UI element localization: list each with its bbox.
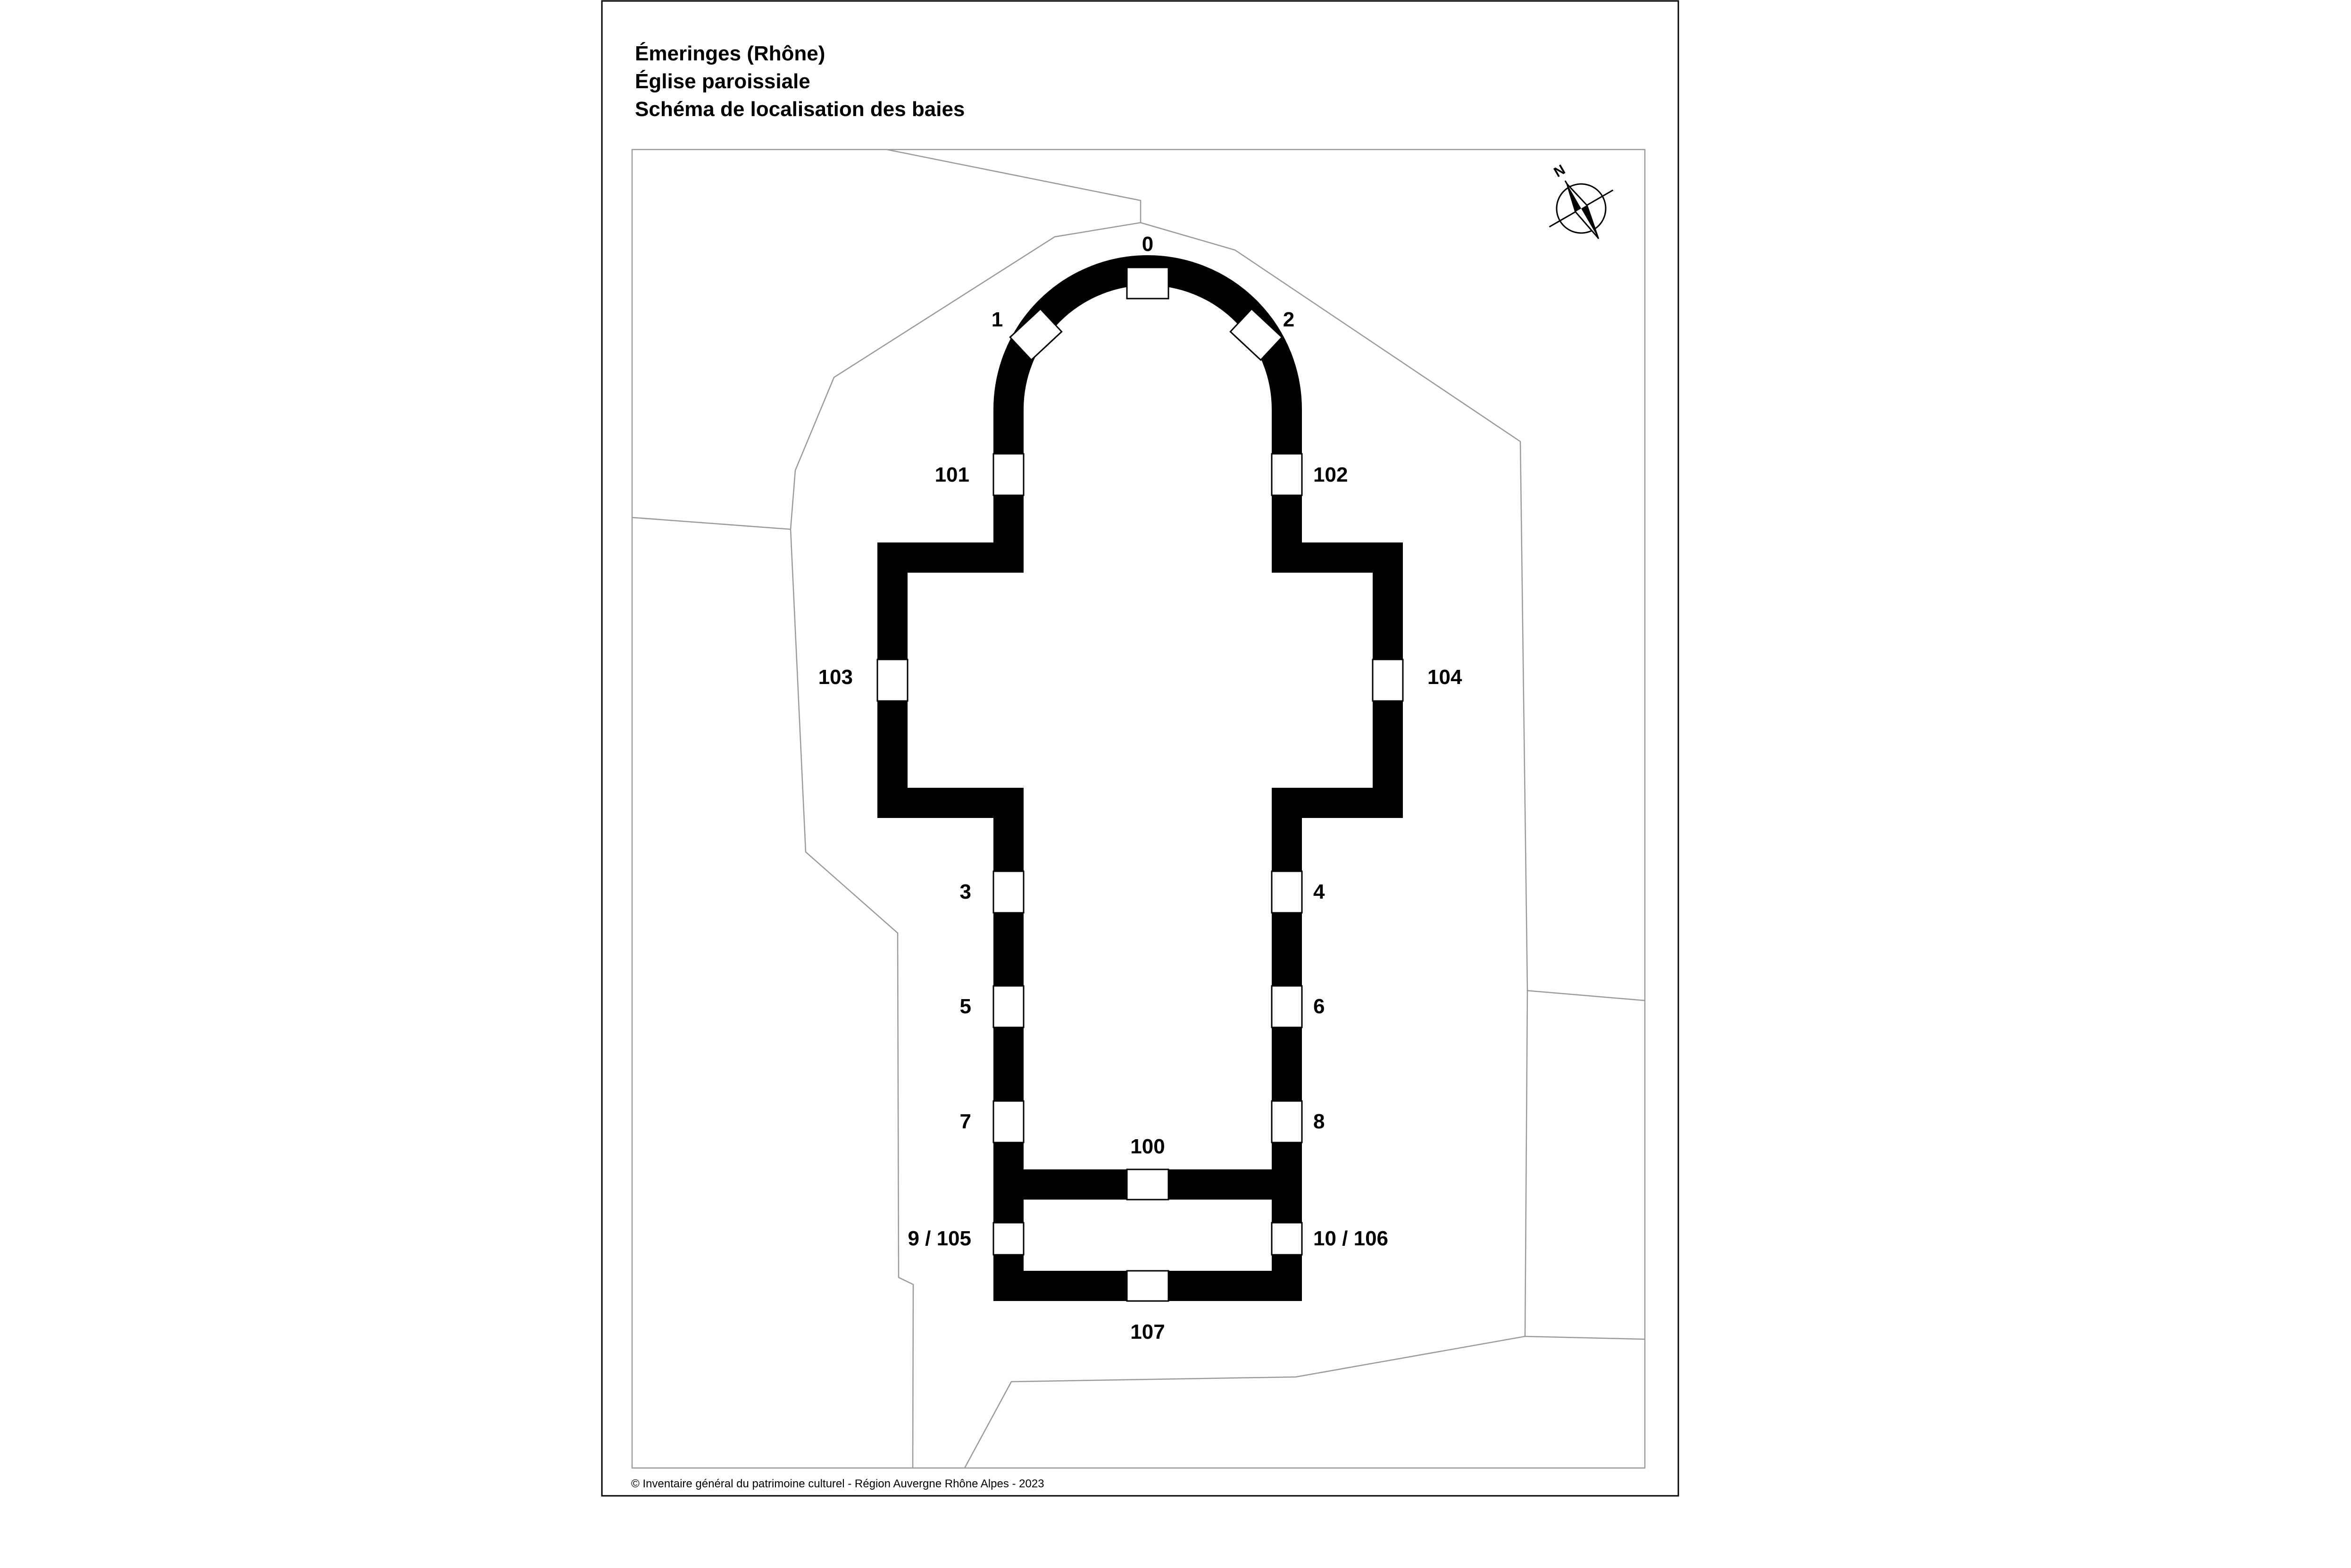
bay-label-107: 107 <box>1130 1320 1165 1343</box>
bay-label-10-106: 10 / 106 <box>1313 1227 1389 1250</box>
bay-opening-6 <box>1272 986 1302 1027</box>
bay-label-100: 100 <box>1130 1135 1165 1158</box>
bay-label-7: 7 <box>959 1110 971 1133</box>
bay-label-1: 1 <box>991 308 1003 331</box>
bay-label-3: 3 <box>959 880 971 903</box>
credit-line: © Inventaire général du patrimoine culturel - Région Auvergne Rhône Alpes - 2023 <box>631 1477 1044 1490</box>
bay-label-102: 102 <box>1313 463 1348 486</box>
bay-opening-104 <box>1373 659 1403 701</box>
bay-label-5: 5 <box>959 995 971 1018</box>
bay-label-4: 4 <box>1313 880 1325 903</box>
bay-label-8: 8 <box>1313 1110 1325 1133</box>
title-place: Émeringes (Rhône) <box>635 42 825 65</box>
bay-opening-107 <box>1127 1271 1168 1301</box>
bay-opening-10-106 <box>1272 1223 1302 1255</box>
bay-opening-0 <box>1127 267 1168 299</box>
bay-opening-101 <box>993 454 1024 495</box>
bay-label-6: 6 <box>1313 995 1325 1018</box>
bay-opening-102 <box>1272 454 1302 495</box>
bay-label-101: 101 <box>934 463 969 486</box>
bay-opening-103 <box>877 659 908 701</box>
bay-label-104: 104 <box>1427 666 1462 689</box>
bay-label-0: 0 <box>1142 233 1154 256</box>
bay-opening-8 <box>1272 1101 1302 1143</box>
title-building: Église paroissiale <box>635 70 810 93</box>
bay-opening-3 <box>993 871 1024 913</box>
title-subject: Schéma de localisation des baies <box>635 98 965 121</box>
bay-opening-7 <box>993 1101 1024 1143</box>
bay-label-103: 103 <box>818 666 853 689</box>
north-letter: N <box>1551 162 1568 181</box>
bay-label-2: 2 <box>1283 308 1295 331</box>
bay-label-9-105: 9 / 105 <box>908 1227 971 1250</box>
bay-opening-9-105 <box>993 1223 1024 1255</box>
bay-opening-4 <box>1272 871 1302 913</box>
bay-opening-5 <box>993 986 1024 1027</box>
bay-opening-100 <box>1127 1169 1168 1200</box>
